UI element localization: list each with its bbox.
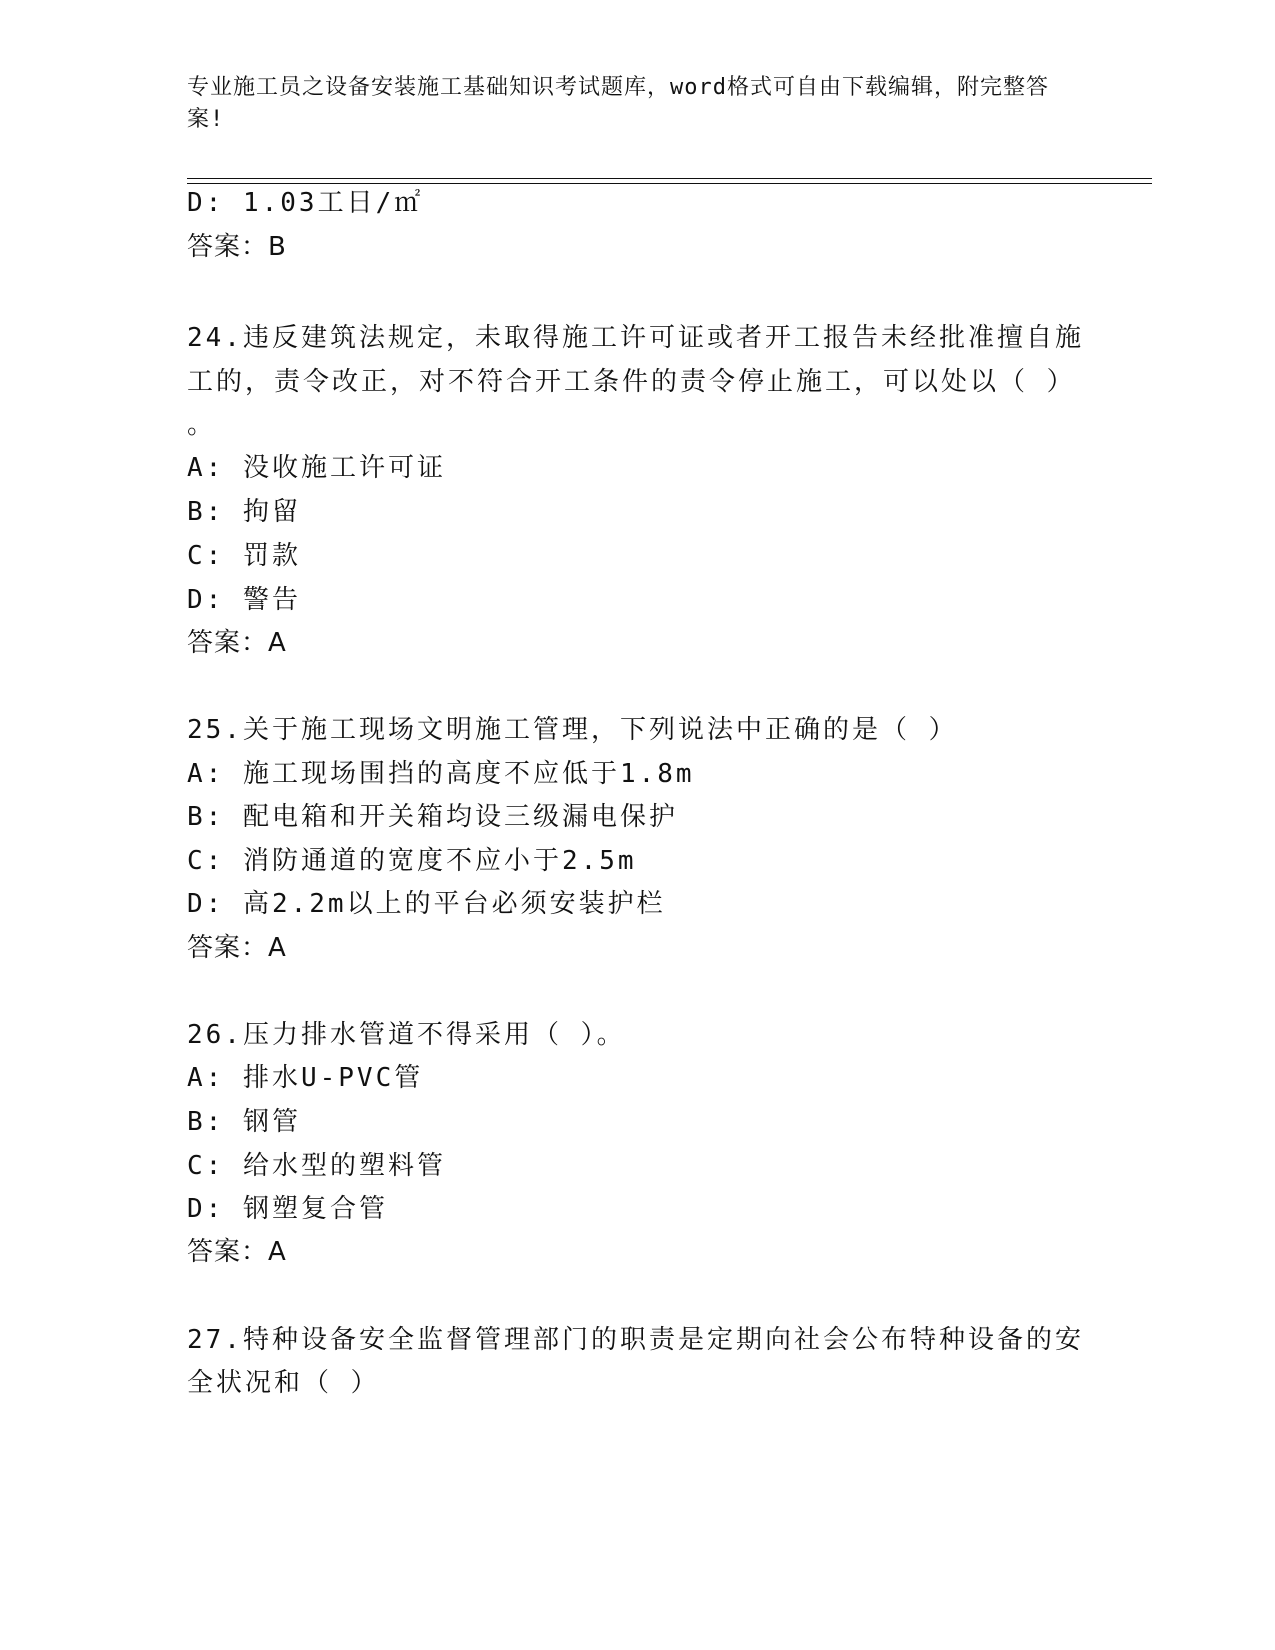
q27-stem-line-1: 27.特种设备安全监督管理部门的职责是定期向社会公布特种设备的安 (187, 1325, 1084, 1355)
q26-answer: 答案：A (187, 1237, 287, 1267)
q26-option-c: C: 给水型的塑料管 (187, 1151, 446, 1181)
q24-option-c: C: 罚款 (187, 541, 301, 571)
q25-option-a: A: 施工现场围挡的高度不应低于1.8m (187, 759, 695, 789)
q25-stem: 25.关于施工现场文明施工管理，下列说法中正确的是（ ） (187, 715, 958, 745)
q26-stem: 26.压力排水管道不得采用（ ）。 (187, 1020, 626, 1050)
q26-option-d: D: 钢塑复合管 (187, 1194, 388, 1224)
prev-answer: 答案：B (187, 232, 287, 262)
document-header: 专业施工员之设备安装施工基础知识考试题库，word格式可自由下载编辑，附完整答案! (187, 75, 1049, 132)
q25-answer: 答案：A (187, 933, 287, 963)
q24-stem-line-3: 。 (187, 410, 217, 440)
q25-option-d: D: 高2.2m以上的平台必须安装护栏 (187, 889, 666, 919)
q24-option-b: B: 拘留 (187, 497, 301, 527)
header-divider-top (187, 178, 1152, 179)
prev-option-d: D: 1.03工日/㎡ (187, 188, 424, 218)
q24-stem-line-1: 24.违反建筑法规定，未取得施工许可证或者开工报告未经批准擅自施 (187, 323, 1084, 353)
q24-option-a: A: 没收施工许可证 (187, 453, 446, 483)
q26-option-a: A: 排水U-PVC管 (187, 1063, 424, 1093)
q27-stem-line-2: 全状况和（ ） (187, 1368, 380, 1398)
q25-option-c: C: 消防通道的宽度不应小于2.5m (187, 846, 637, 876)
header-divider-bottom (187, 183, 1152, 184)
q25-option-b: B: 配电箱和开关箱均设三级漏电保护 (187, 802, 678, 832)
q24-stem-line-2: 工的，责令改正，对不符合开工条件的责令停止施工，可以处以（ ） (187, 367, 1076, 397)
q24-answer: 答案：A (187, 628, 287, 658)
q26-option-b: B: 钢管 (187, 1107, 301, 1137)
q24-option-d: D: 警告 (187, 585, 301, 615)
